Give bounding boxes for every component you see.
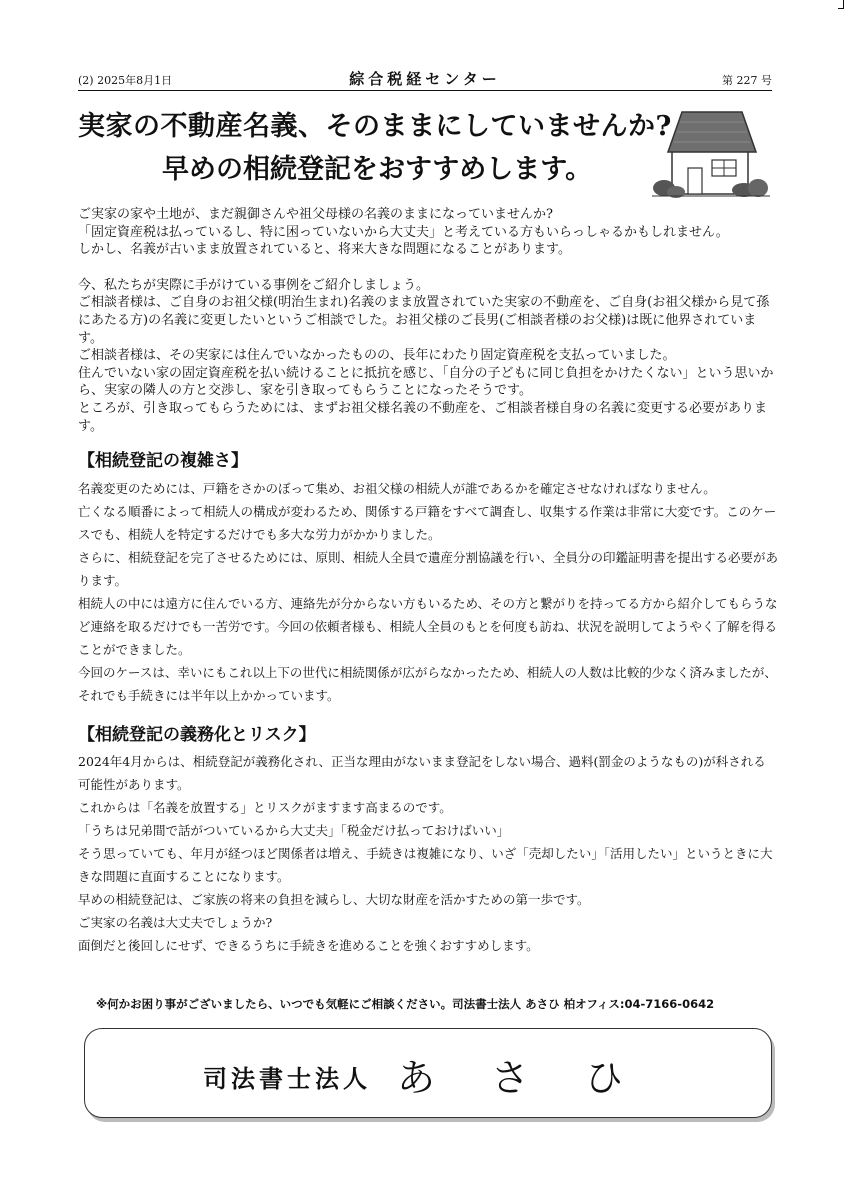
intro-line: ご実家の家や土地が、まだ親御さんや祖父母様の名義のままになっていませんか? (78, 207, 553, 222)
case-line: ご相談者様は、その実家には住んでいなかったものの、長年にわたり固定資産税を支払っていました。 (78, 348, 676, 364)
house-icon (652, 108, 770, 200)
case-paragraph (78, 277, 778, 435)
section-heading: 【相続登記の複雑さ】 (78, 451, 248, 472)
headline-line-2: 早めの相続登記をおすすめします。 (162, 154, 593, 185)
issue-number: 第 227 号 (722, 74, 772, 87)
intro-paragraph (78, 206, 778, 259)
case-line: ご相談者様は、ご自身のお祖父様(明治生まれ)名義のまま放置されていた実家の不動産を、ご自身(お祖父様から見て孫にあたる方)の名義に変更したいというご相談でした。お祖父様のご長男(ご相談者様のお父様)は既に他界されています。 (78, 295, 770, 346)
section-line: 早めの相続登記は、ご家族の将来の負担を減らし、大切な財産を活かすための第一歩です。 (78, 892, 590, 908)
section-line: 名義変更のためには、戸籍をさかのぼって集め、お祖父様の相続人が誰であるかを確定させなければなりません。 (78, 480, 716, 496)
section-line: ご実家の名義は大丈夫でしょうか? (78, 915, 273, 931)
section-complexity (78, 453, 778, 707)
firm-brand: あさひ (397, 1056, 680, 1100)
headline-line-1: 実家の不動産名義、そのままにしていませんか? (78, 111, 672, 142)
section-line: 亡くなる順番によって相続人の構成が変わるため、関係する戸籍をすべて調査し、収集する作業は非常に大変です。このケースでも、相続人を特定するだけでも多大な労力がかかりました。 (78, 503, 777, 542)
issue-date: (2) 2025年8月1日 (78, 74, 173, 87)
crop-mark (843, 0, 844, 8)
case-line: 住んでいない家の固定資産税を払い続けることに抵抗を感じ、「自分の子どもに同じ負担をかけたくない」という思いから、実家の隣人の方と交渉し、家を引き取ってもらうことになったそうです。 (78, 365, 774, 399)
section-line: さらに、相続登記を完了させるためには、原則、相続人全員で遺産分割協議を行い、全員分の印鑑証明書を提出する必要があります。 (78, 549, 779, 588)
section-line: 今回のケースは、幸いにもこれ以上下の世代に相続関係が広がらなかったため、相続人の人数は比較的少なく済みましたが、それでも手続きには半年以上かかっています。 (78, 664, 777, 703)
section-obligation (78, 724, 778, 958)
section-line: 面倒だと後回しにせず、できるうちに手続きを進めることを強くおすすめします。 (78, 938, 539, 954)
section-heading: 【相続登記の義務化とリスク】 (78, 724, 316, 745)
intro-line: しかし、名義が古いまま放置されていると、将来大きな問題になることがあります。 (78, 242, 571, 258)
article-body (78, 206, 778, 957)
footer-banner (84, 1028, 772, 1118)
section-line: 2024年4月からは、相続登記が義務化され、正当な理由がないまま登記をしない場合、過料(罰金のようなもの)が科される可能性があります。 (78, 754, 766, 793)
section-line: これからは「名義を放置する」とリスクがますます高まるのです。 (78, 800, 452, 816)
page-header (78, 68, 772, 90)
section-line: 相続人の中には遠方に住んでいる方、連絡先が分からない方もいるため、その方と繋がりを持ってる方から紹介してもらうなど連絡を取るだけでも一苦労です。今回の依頼者様も、相続人全員のもとを何度も訪ね、状況を説明してようやく了解を得ることができました。 (78, 595, 778, 657)
case-line: ところが、引き取ってもらうためには、まずお祖父様名義の不動産を、ご相談者様自身の名義に変更する必要があります。 (78, 400, 768, 434)
header-rule (78, 90, 772, 91)
section-line: 「うちは兄弟間で話がついているから大丈夫」「税金だけ払っておけばいい」 (78, 823, 510, 839)
intro-line: 「固定資産税は払っているし、特に困っていないから大丈夫」と考えている方もいらっしゃるかもしれません。 (78, 224, 729, 240)
publication-title: 綜合税経センター (349, 70, 501, 88)
case-line: 今、私たちが実際に手がけている事例をご紹介しましょう。 (78, 277, 430, 293)
section-line: そう思っていても、年月が経つほど関係者は増え、手続きは複雑になり、いざ「売却したい」「活用したい」というときに大きな問題に直面することになります。 (78, 846, 773, 885)
contact-note: ※何かお困り事がございましたら、いつでも気軽にご相談ください。司法書士法人 あさひ 柏オフィス:04-7166-0642 (96, 997, 715, 1011)
crop-mark (838, 8, 844, 9)
firm-type: 司法書士法人 (203, 1064, 371, 1093)
headline (78, 104, 678, 186)
